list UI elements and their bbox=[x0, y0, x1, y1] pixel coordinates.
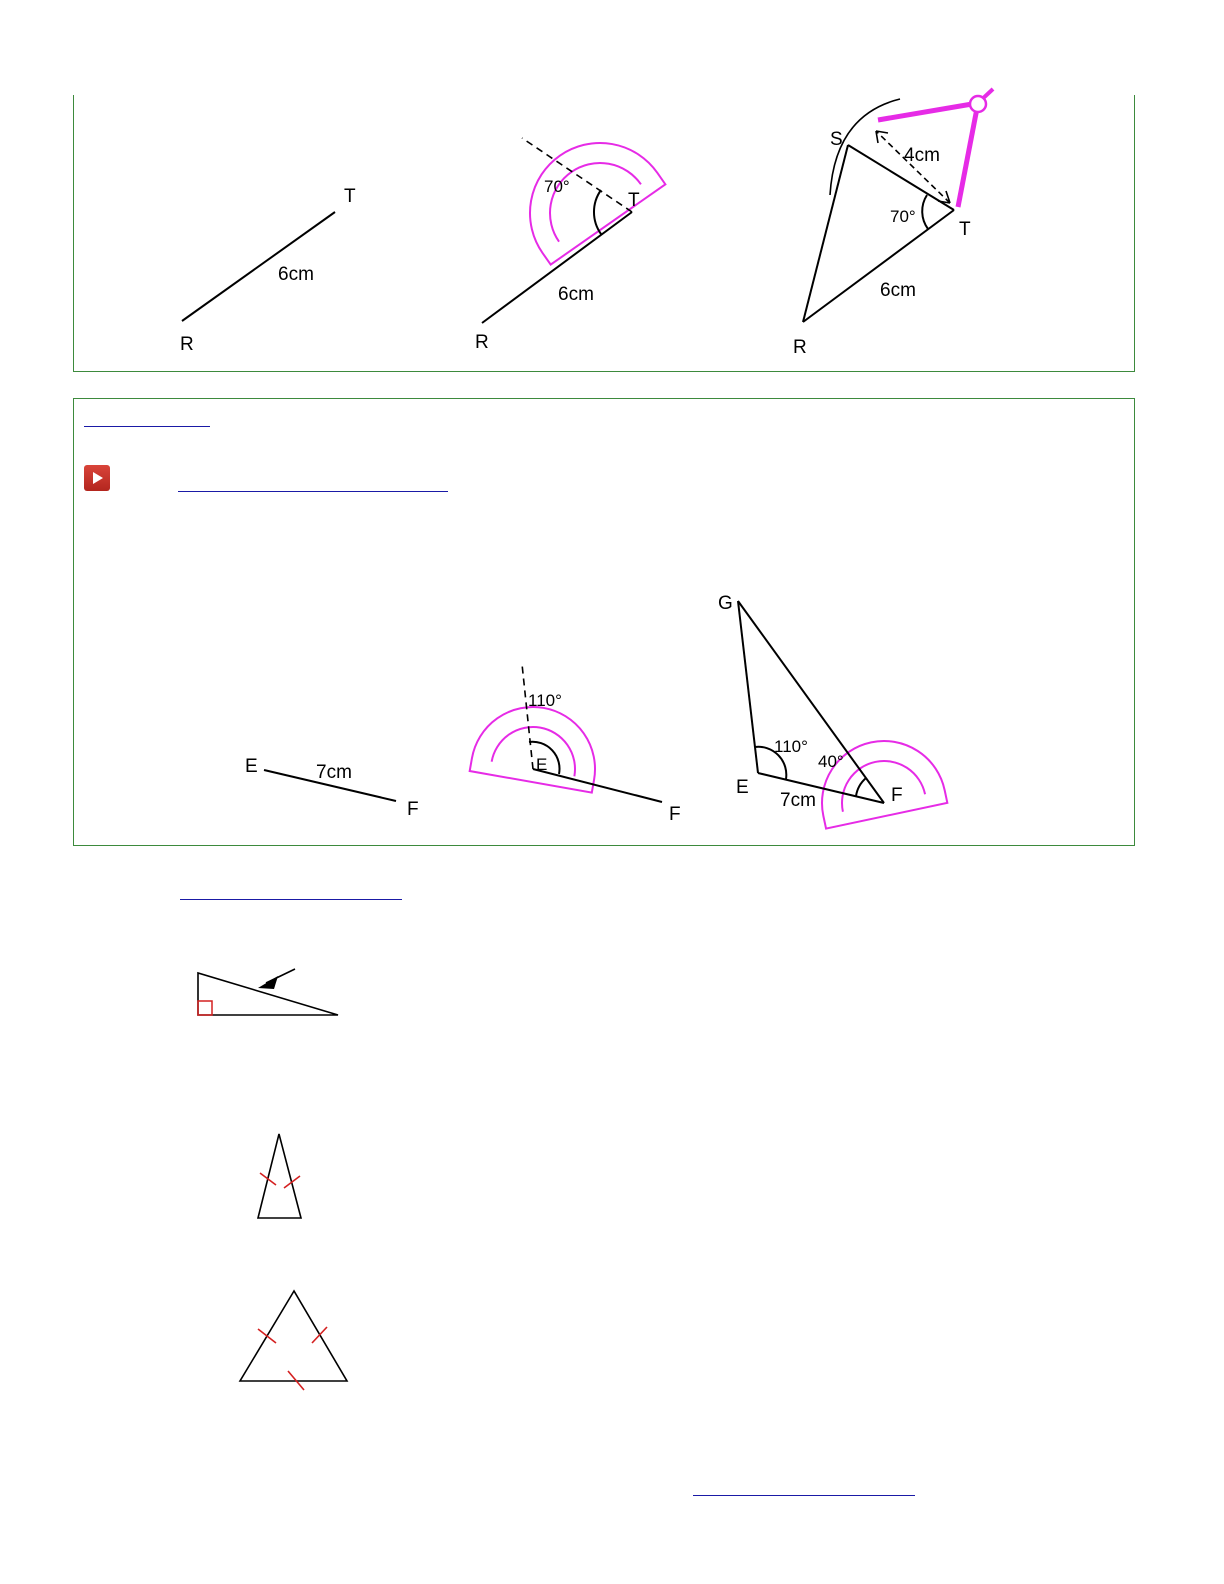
efg-step1-figure bbox=[240, 750, 440, 830]
rst-step1-figure bbox=[170, 180, 370, 360]
line-rt bbox=[803, 210, 954, 322]
length-label: 6cm bbox=[278, 264, 314, 285]
triangle-shape bbox=[198, 973, 338, 1015]
length-label: 6cm bbox=[558, 284, 594, 305]
label-e: E bbox=[536, 755, 548, 774]
protractor-icon bbox=[470, 697, 605, 792]
angle-arc-f bbox=[856, 778, 866, 796]
right-angle-marker bbox=[198, 1001, 212, 1015]
equal-side-tick bbox=[312, 1327, 327, 1343]
efg-step2-figure bbox=[465, 660, 705, 830]
label-e: E bbox=[736, 777, 749, 798]
line-rs bbox=[803, 145, 848, 322]
angle-label-f: 40° bbox=[818, 752, 844, 771]
right-angled-triangle-figure bbox=[190, 960, 350, 1020]
label-e: E bbox=[245, 756, 258, 777]
length-label: 7cm bbox=[780, 790, 816, 811]
length-label-st: 4cm bbox=[904, 145, 940, 166]
compass-arm bbox=[958, 103, 978, 207]
equilateral-triangle-figure bbox=[230, 1285, 360, 1395]
label-t: T bbox=[628, 190, 640, 211]
label-f: F bbox=[407, 799, 419, 820]
label-r: R bbox=[180, 334, 194, 355]
label-g: G bbox=[718, 593, 733, 614]
angle-label-e: 110° bbox=[774, 737, 808, 756]
compass-hinge-icon bbox=[970, 96, 986, 112]
footer-link[interactable] bbox=[693, 1495, 915, 1496]
angle-label: 70° bbox=[544, 177, 570, 196]
protractor-icon bbox=[810, 729, 947, 828]
section-heading-underline[interactable] bbox=[180, 899, 402, 900]
efg-step3-figure bbox=[710, 585, 960, 835]
angle-arc bbox=[594, 190, 601, 234]
label-f: F bbox=[891, 785, 903, 806]
length-label-rt: 6cm bbox=[880, 280, 916, 301]
label-f: F bbox=[669, 804, 681, 825]
angle-guide-line bbox=[522, 138, 632, 212]
angle-label: 110° bbox=[528, 691, 562, 710]
label-t: T bbox=[959, 219, 971, 240]
section-heading-underline[interactable] bbox=[84, 426, 210, 427]
angle-guide-line bbox=[522, 664, 533, 769]
protractor-icon bbox=[503, 116, 666, 265]
equal-side-tick bbox=[258, 1329, 276, 1343]
rst-step3-figure bbox=[780, 85, 1020, 365]
label-t: T bbox=[344, 186, 356, 207]
isosceles-triangle-figure bbox=[250, 1128, 310, 1223]
length-label: 7cm bbox=[316, 762, 352, 783]
label-s: S bbox=[830, 129, 843, 150]
triangle-shape bbox=[240, 1291, 347, 1381]
measure-line bbox=[876, 131, 950, 203]
play-icon[interactable] bbox=[84, 465, 110, 491]
angle-arc bbox=[922, 195, 928, 229]
arrowhead-icon bbox=[258, 976, 278, 989]
compass-arm bbox=[878, 103, 978, 120]
line-eg bbox=[738, 601, 758, 773]
angle-label: 70° bbox=[890, 207, 916, 226]
video-link[interactable] bbox=[178, 491, 448, 492]
rst-step2-figure bbox=[470, 130, 710, 360]
line-rt bbox=[482, 212, 632, 323]
label-r: R bbox=[475, 332, 489, 353]
label-r: R bbox=[793, 337, 807, 358]
